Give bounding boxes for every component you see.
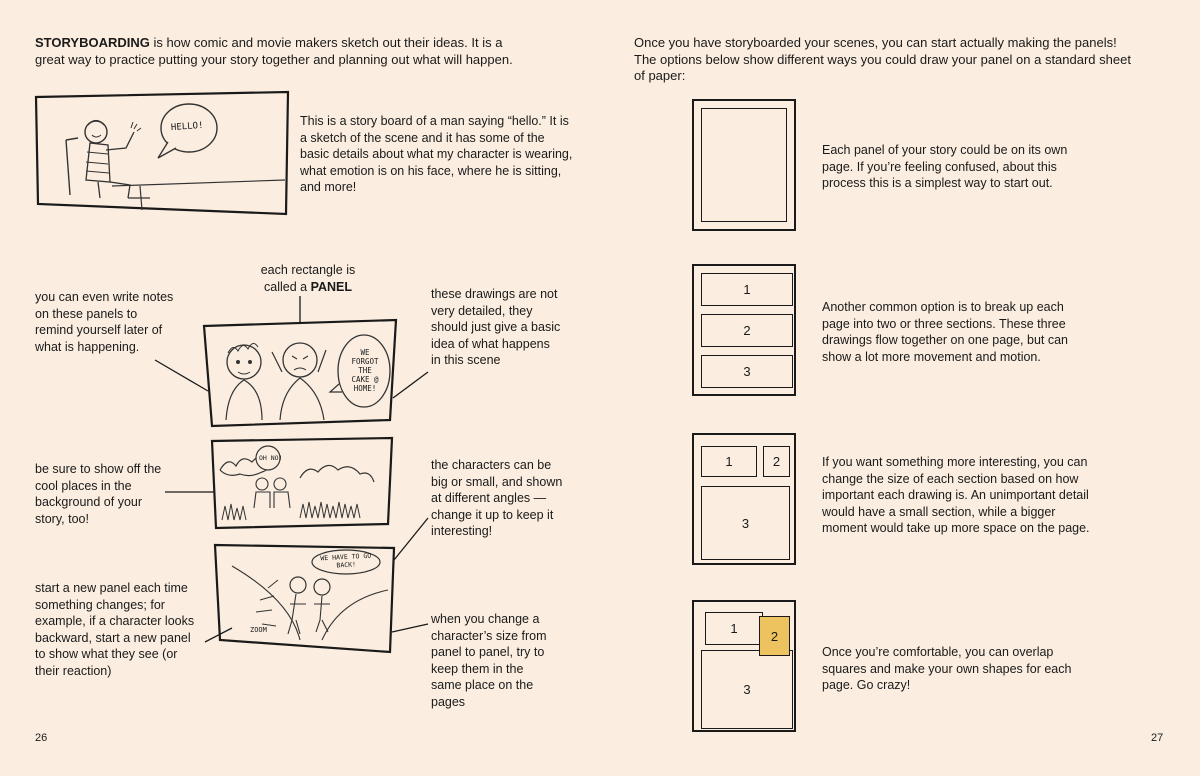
layout-varied-panel-2: 2 xyxy=(763,446,790,477)
layout-varied-panel-1: 1 xyxy=(701,446,757,477)
layout-three-row-panel-1: 1 xyxy=(701,273,793,306)
layout-varied-description: If you want something more interesting, you can change the size of each section based on how important each drawing is. An unimportant detail would have a small section, while a bigger moment would take up more space on the page. xyxy=(822,455,1090,536)
layout-three-row-description: Another common option is to break up each page into two or three sections. These three drawings flow together on one page, but can show a lot more movement and motion. xyxy=(822,300,1069,364)
note-big-or-small: the characters can be big or small, and shown at different angles — change it up to keep it interesting! xyxy=(431,458,563,539)
right-intro: Once you have storyboarded your scenes, you can start actually making the panels! The options below show different ways you could draw your panel on a standard sheet of paper: xyxy=(634,35,1131,83)
sketch-forgot-cake-text: WE FORGOT THE CAKE @ HOME! xyxy=(351,348,379,393)
layout-overlap-panel-1: 1 xyxy=(705,612,763,645)
pointer-line-size xyxy=(392,624,428,632)
panel-label-text: each rectangle is called a xyxy=(260,263,356,294)
left-intro-text: is how comic and movie makers sketch out their ideas. It is a great way to practice putting your story together and planning out what will happen. xyxy=(35,35,513,67)
pointer-line-angles xyxy=(394,518,428,560)
note-backgrounds: be sure to show off the cool places in the background of your story, too! xyxy=(35,462,162,526)
sketch-go-back-text: WE HAVE TO GO BACK! xyxy=(320,551,372,570)
note-write-notes: you can even write notes on these panels to remind yourself later of what is happening. xyxy=(35,290,174,354)
note-new-panel: start a new panel each time something changes; for example, if a character looks backward, start a new panel to show what they see (or their reaction) xyxy=(35,581,195,678)
pointer-line-notes xyxy=(155,360,208,391)
layout-single-description: Each panel of your story could be on its own page. If you’re feeling confused, about this process this is a simplest way to start out. xyxy=(822,143,1068,191)
panel-term: PANEL xyxy=(310,279,352,294)
hello-bubble-text: HELLO! xyxy=(170,120,204,134)
layout-single-sheet xyxy=(692,99,796,231)
layout-varied-panel-3: 3 xyxy=(701,486,790,560)
page-number-left: 26 xyxy=(35,732,48,744)
hello-description: This is a story board of a man saying “hello.” It is a sketch of the scene and it has some of the basic details about what my character is wearing, what emotion is on his face, where he is sitting, and more! xyxy=(300,114,573,195)
note-not-detailed: these drawings are not very detailed, they should just give a basic idea of what happens in this scene xyxy=(431,287,561,368)
pointer-line-detail xyxy=(393,372,428,398)
layout-overlap-description: Once you’re comfortable, you can overlap squares and make your own shapes for each page. Go crazy! xyxy=(822,645,1072,693)
page-number-right: 27 xyxy=(1151,732,1164,744)
layout-single-panel xyxy=(701,108,787,222)
sketch-zoom-text: ZOOM xyxy=(250,626,267,634)
sketch-panel-background xyxy=(212,438,392,528)
layout-overlap-panel-2-highlight: 2 xyxy=(759,616,790,656)
layout-varied-sheet xyxy=(692,433,796,565)
layout-three-row-sheet xyxy=(692,264,796,396)
layout-three-row-panel-3: 3 xyxy=(701,355,793,388)
storyboarding-term: STORYBOARDING xyxy=(35,35,150,50)
layout-three-row-panel-2: 2 xyxy=(701,314,793,347)
layout-overlap-panel-3: 3 xyxy=(701,650,793,729)
layout-overlap-sheet xyxy=(692,600,796,732)
note-same-place: when you change a character’s size from panel to panel, try to keep them in the same place on the pages xyxy=(431,612,547,709)
sketch-oh-no-text: OH NO! xyxy=(259,454,283,462)
